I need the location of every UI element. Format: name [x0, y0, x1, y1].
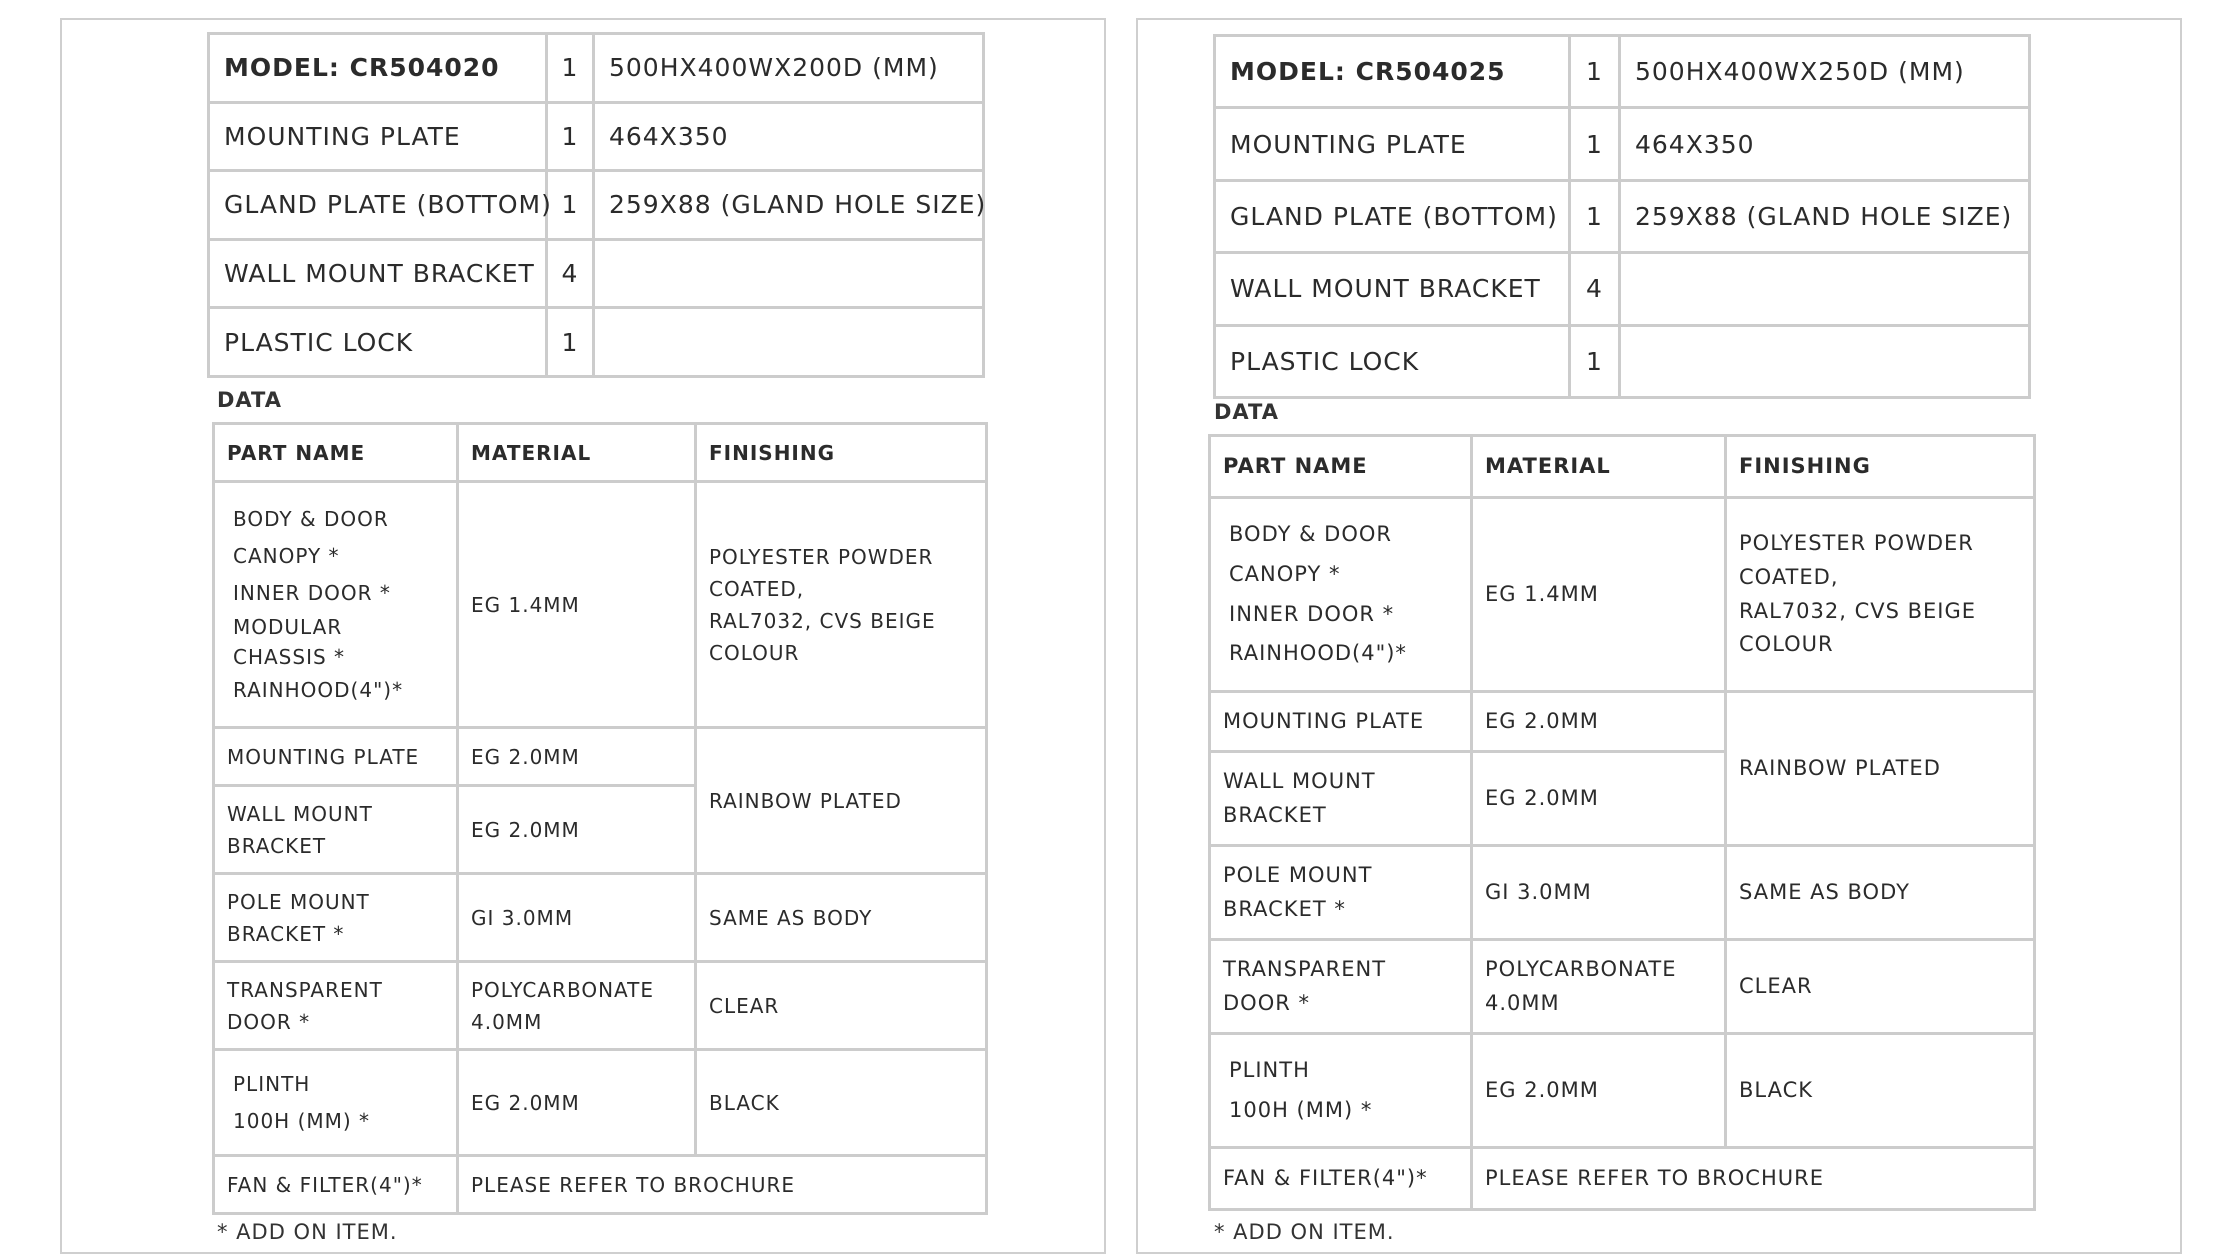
quantity-cell: 1 [1570, 180, 1620, 252]
part-name-cell: WALL MOUNT BRACKET [214, 786, 458, 874]
material-cell: EG 2.0MM [458, 1050, 696, 1156]
part-name-cell: POLE MOUNT BRACKET * [1210, 846, 1472, 940]
table-row [209, 239, 984, 308]
note-cell: PLEASE REFER TO BROCHURE [458, 1156, 987, 1214]
part-line: CHASSIS * [233, 644, 346, 669]
finishing-cell: SAME AS BODY [696, 874, 987, 962]
part-name-cell: TRANSPARENT DOOR * [214, 962, 458, 1050]
component-name: WALL MOUNT BRACKET [1215, 253, 1570, 325]
component-name: PLASTIC LOCK [1215, 325, 1570, 397]
materials-table [1208, 434, 2036, 1211]
spec-cell [1620, 325, 2030, 397]
part-name-cell: MOUNTING PLATE [214, 728, 458, 786]
header-part-name: PART NAME [214, 424, 458, 482]
part-line: INNER DOOR * [233, 580, 391, 605]
table-row [214, 1050, 987, 1156]
part-name-cell: FAN & FILTER(4")* [214, 1156, 458, 1214]
finishing-cell: SAME AS BODY [1726, 846, 2035, 940]
header-finishing: FINISHING [1726, 436, 2035, 498]
part-name-cell: MOUNTING PLATE [1210, 692, 1472, 752]
table-row [1215, 325, 2030, 397]
table-row [1210, 846, 2035, 940]
footnote: * ADD ON ITEM. [217, 1220, 398, 1244]
body-parts-cell [214, 482, 458, 728]
finishing-cell: BLACK [1726, 1034, 2035, 1148]
components-table [1213, 34, 2031, 399]
quantity-cell: 1 [547, 102, 594, 171]
part-name-cell: TRANSPARENT DOOR * [1210, 940, 1472, 1034]
body-parts-cell [1210, 498, 1472, 692]
material-cell: EG 2.0MM [458, 728, 696, 786]
table-row [214, 728, 987, 786]
spec-cell: 464X350 [594, 102, 984, 171]
finishing-cell: BLACK [696, 1050, 987, 1156]
data-section-label: DATA [217, 388, 283, 412]
data-section-label: DATA [1214, 400, 1280, 424]
quantity-cell: 1 [1570, 325, 1620, 397]
materials-table [212, 422, 988, 1215]
table-row [1210, 940, 2035, 1034]
spec-cell: 500HX400WX250D (MM) [1620, 36, 2030, 108]
spec-sheet-left [60, 18, 1106, 1254]
part-name-cell: FAN & FILTER(4")* [1210, 1148, 1472, 1210]
table-row [1215, 253, 2030, 325]
part-line: BODY & DOOR [233, 506, 389, 531]
table-row [214, 962, 987, 1050]
finishing-cell: RAINBOW PLATED [696, 728, 987, 874]
finishing-cell: CLEAR [696, 962, 987, 1050]
table-row [209, 171, 984, 240]
table-row [209, 102, 984, 171]
header-material: MATERIAL [1472, 436, 1726, 498]
table-row [214, 1156, 987, 1214]
part-name-cell: PLINTH 100H (MM) * [1210, 1034, 1472, 1148]
material-cell: EG 1.4MM [458, 482, 696, 728]
model-name: MODEL: CR504020 [209, 34, 547, 103]
component-name: WALL MOUNT BRACKET [209, 239, 547, 308]
material-cell: EG 2.0MM [1472, 1034, 1726, 1148]
header-part-name: PART NAME [1210, 436, 1472, 498]
component-name: GLAND PLATE (BOTTOM) [209, 171, 547, 240]
spec-cell: 259X88 (GLAND HOLE SIZE) [594, 171, 984, 240]
material-cell: EG 2.0MM [1472, 752, 1726, 846]
spec-cell: 500HX400WX200D (MM) [594, 34, 984, 103]
part-line: CANOPY * [233, 543, 340, 568]
note-cell: PLEASE REFER TO BROCHURE [1472, 1148, 2035, 1210]
material-cell: POLYCARBONATE 4.0MM [458, 962, 696, 1050]
part-line: BODY & DOOR [1229, 521, 1392, 546]
material-cell: POLYCARBONATE 4.0MM [1472, 940, 1726, 1034]
table-row [1215, 108, 2030, 180]
spec-sheet-right [1136, 18, 2182, 1254]
table-row [1215, 180, 2030, 252]
table-row [209, 308, 984, 377]
component-name: GLAND PLATE (BOTTOM) [1215, 180, 1570, 252]
table-row [214, 482, 987, 728]
finishing-cell: CLEAR [1726, 940, 2035, 1034]
quantity-cell: 1 [1570, 36, 1620, 108]
part-line: MODULAR [233, 614, 343, 639]
part-line: RAINHOOD(4")* [233, 677, 404, 702]
quantity-cell: 1 [547, 34, 594, 103]
component-name: MOUNTING PLATE [1215, 108, 1570, 180]
part-line: CANOPY * [1229, 561, 1341, 586]
material-cell: EG 2.0MM [458, 786, 696, 874]
table-header-row [1210, 436, 2035, 498]
finishing-cell: RAINBOW PLATED [1726, 692, 2035, 846]
finishing-cell: POLYESTER POWDER COATED, RAL7032, CVS BEIGE COLOUR [1726, 498, 2035, 692]
part-name-cell: POLE MOUNT BRACKET * [214, 874, 458, 962]
material-cell: GI 3.0MM [1472, 846, 1726, 940]
header-finishing: FINISHING [696, 424, 987, 482]
part-name-cell: PLINTH 100H (MM) * [214, 1050, 458, 1156]
quantity-cell: 1 [1570, 108, 1620, 180]
table-row [1210, 1034, 2035, 1148]
table-row [1210, 692, 2035, 752]
spec-cell: 464X350 [1620, 108, 2030, 180]
table-row [214, 874, 987, 962]
component-name: MOUNTING PLATE [209, 102, 547, 171]
part-line: INNER DOOR * [1229, 601, 1395, 626]
quantity-cell: 4 [547, 239, 594, 308]
header-material: MATERIAL [458, 424, 696, 482]
model-name: MODEL: CR504025 [1215, 36, 1570, 108]
table-row [1210, 498, 2035, 692]
components-table [207, 32, 985, 378]
part-name-cell: WALL MOUNT BRACKET [1210, 752, 1472, 846]
component-name: PLASTIC LOCK [209, 308, 547, 377]
material-cell: EG 2.0MM [1472, 692, 1726, 752]
table-row [1210, 1148, 2035, 1210]
spec-cell [594, 308, 984, 377]
spec-cell [1620, 253, 2030, 325]
quantity-cell: 4 [1570, 253, 1620, 325]
part-line: RAINHOOD(4")* [1229, 641, 1407, 666]
finishing-cell: POLYESTER POWDER COATED, RAL7032, CVS BEIGE COLOUR [696, 482, 987, 728]
material-cell: EG 1.4MM [1472, 498, 1726, 692]
spec-cell: 259X88 (GLAND HOLE SIZE) [1620, 180, 2030, 252]
table-row [1215, 36, 2030, 108]
quantity-cell: 1 [547, 171, 594, 240]
footnote: * ADD ON ITEM. [1214, 1220, 1395, 1244]
table-header-row [214, 424, 987, 482]
quantity-cell: 1 [547, 308, 594, 377]
table-row [209, 34, 984, 103]
material-cell: GI 3.0MM [458, 874, 696, 962]
spec-cell [594, 239, 984, 308]
